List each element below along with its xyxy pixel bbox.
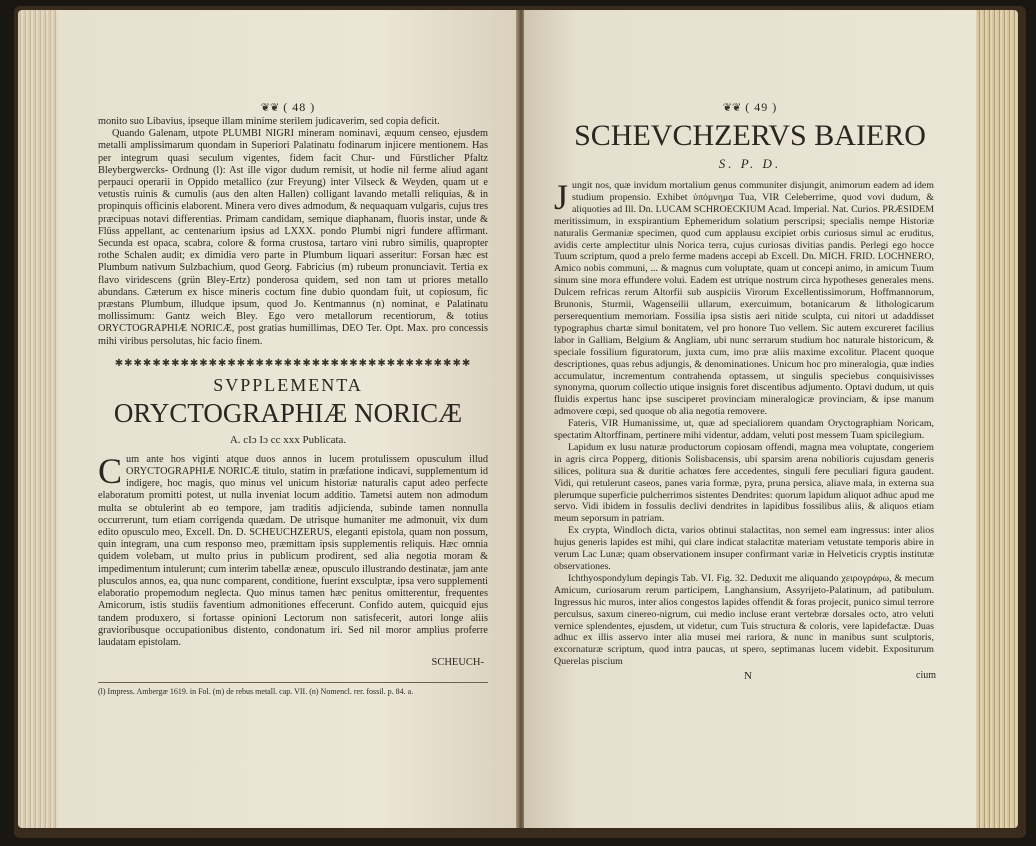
section-subtitle: A. cIɔ Iɔ cc xxx Publicata. bbox=[229, 433, 347, 446]
footnotes: (l) Impress. Ambergæ 1619. in Fol. (m) de rebus metall. cap. VII. (n) Nomencl. rer. fossil. p. 84. a. bbox=[98, 687, 414, 697]
right-page bbox=[524, 10, 976, 828]
catchword: cium bbox=[916, 670, 936, 682]
ornament-icon: ❦❦ bbox=[722, 102, 742, 114]
page-edges-right bbox=[972, 10, 1018, 828]
letter-title: SCHEVCHZERVS BAIERO bbox=[574, 119, 926, 152]
body-text bbox=[58, 450, 518, 649]
page-number: ( 49 ) bbox=[745, 100, 778, 114]
paragraph: Fateris, VIR Humanissime, ut, quæ ad specialiorem quandam Oryctographiam Noricam, spectatim Altorffinam, pertinere mihi videntur, addam, veluti post messem Tuam spicilegium. bbox=[554, 418, 934, 442]
page-number-header bbox=[58, 100, 518, 116]
paragraph: monito suo Libavius, ipseque illam minime sterilem judicaverim, sed copia deficit. bbox=[98, 116, 440, 127]
signature-mark: N bbox=[744, 670, 752, 683]
ornamental-rule: ✱✱✱✱✱✱✱✱✱✱✱✱✱✱✱✱✱✱✱✱✱✱✱✱✱✱✱✱✱✱✱✱✱✱✱✱✱✱ bbox=[114, 357, 472, 369]
paragraph: Lapidum ex lusu naturæ productorum copiosam offendi, magna mea voluptate, congeriem in agris circa Popperg, ditionis Solisbacensis, ubi sparsim arena nobilioris cujusdam generis silices, politura sua & duritie achatœs fere accedentes, singuli fere peculiari figura gaudent. Vidi, qui retulerunt caseos, panes varia formæ, pyra, pruna persica, aliave mala, in externa sua plerumque superficie pulcherrimos sistentes Dendrites: quorum lapidum aliquot adhuc apud me servo. Vidi ibidem in fossulis declivi dendrites in lapidibus fossilibus aliis, & aliquos etiam meum seporsum in patriam. bbox=[554, 441, 934, 525]
drop-cap: C bbox=[98, 450, 123, 491]
paragraph: um ante hos viginti atque duos annos in lucem protulissem opusculum illud ORYCTOGRAPHIÆ NORICÆ titulo, statim in præfatione indicavi, supplementum id indigere, hoc magis, quo minus vel unicum historiæ naturalis caput adeo perfecte elaboratum promitti potest, ut nulla inveniat locum additio. Tametsi autem non admodum multa se obtulerint ab eo tempore, jam traditis adjicienda, subinde tamen nonnulla occurrerunt, tum etiam corrigenda quædam. De utrisque humaniter me admonuit, vix dum edito opusculo meo, Excell. Dn. D. SCHEUCHZERUS, eleganti epistola, quam non possum, quin integram, una cum responso meo, præmittam ipsis supplementis reliquis. Hæc omnia quidem volebam, ut multo prius in publicum prodirent, sed alia negotia moram & impedimentum intulerunt; cum interim tabellæ æneæ, opusculo illustrando destinatæ, jam ante plusculos annos, ea, qua nunc comparent, conditione, fuerint exsculptæ, ipsa vero supplementi elaboratio propemodum neglecta. Quo minus tamen hæc penitus omitterentur, frequentes Amicorum, istis studiis faventium admonitiones effecerunt. Confido autem, quicquid ejus tandem produxero, si fortasse opinioni Lectorum non satisfecerit, autori longe aliis gravioribusque occupationibus distento, condonatum iri. Sed nil moror amplius proferre laudatam epistolam. bbox=[98, 453, 488, 648]
paragraph: Ichthyospondylum depingis Tab. VI. Fig. 32. Deduxit me aliquando χειρογράφω, & mecum Amicum, curiosarum rerum participem, Langhansium, Assyrijeto-Palatinum, ad patibulum. Ingressus hic muros, inter alios congestos lapides offendit & foras projecit, punico simul terrore perculsus, saxum cinereo-nigrum, cui medio incluse erant vertebræ dorsales octo, atro veluti vernice splendentes, ejusdem, ut videtur, cum Tuis structura & coloris, vere lapidefactæ. Duas adhuc ex illis asservo inter alia musei mei rariora, & nunc in manibus sunt sculptoris, excornaturæ scriptum, quod intra paucas, ut spero, septimanas lucem videbit. Expositurum Querelas piscium bbox=[554, 572, 934, 668]
body-text bbox=[524, 177, 976, 668]
paragraph: Ex crypta, Windloch dicta, varios obtinui stalactitas, non semel eam ingressus: inter alios hujus generis lapides est mihi, qui clare indicat stalactitæ materiam vetustate temporis abire in verum Lac Lunæ; quam observationem insuper confirmant variæ in Helveticis cryptis institutæ observationes. bbox=[554, 525, 934, 572]
page-number: ( 48 ) bbox=[283, 100, 316, 114]
paragraph: Quando Galenam, utpote PLUMBI NIGRI mineram nominavi, æquum censeo, ejusdem metalli amplissimarum quondam in Superiori Palatinatu fodinarum injicere mentionem. Has per integrum quasi seculum vigentes, fidem facit Chur- und Fürstlicher Pfaltz Bleybergwercks- Ordnung (l): Ast ille vigor dudum remisit, ut hodie nil ferme aliud agant perpauci operarii in Oppido metallico (zur Freyung) inter Vilseck & Weyden, quam ut e vetustis ruinis & cumulis (aus den alten Hallen) colligant lavando metalli reliquias, & in propinquis officinis elaborent. Minera vero dives admodum, & nequaquam vulgaris, cujus tres præcipuas notavi differentias. Primam candidam, semique diaphanam, fluoris instar, unde & Flüss appellant, ac centenarium ipsius ad LXXX. pondo Plumbi nigri fundere affirmant. Secunda est opaca, scabra, colore & forma crustosa, tartaro vini rubro similis, quapropter rothe Schalen audit; ex dimidia vero parte in Plumbum liquari asseritur: Forsan hæc est Plumbum nativum Sulzbachium, quod Georg. Fabricius (m) rubeum pronunciavit. Tertia ex flavo viridescens (grün Bley-Ertz) ponderosa quidem, sed non tam ut priores metallo abundans. Cæterum ex hisce mineris coctum fine dubio quondam fuit, ut copiosum, fic præstans Plumbum, illudque ipsum, quod Jo. Kentmannus (n) nominat, e Palatinatu mollissimum: Gantz weich Bley. Ego vero metallorum recentiorum, & totius ORYCTOGRAPHIÆ NORICÆ, post gratias humillimas, DEO Ter. Opt. Max. pro concessis mihi viribus persolutas, hic facio finem. bbox=[98, 128, 488, 347]
section-main-title: ORYCTOGRAPHIÆ NORICÆ bbox=[113, 397, 463, 428]
left-page bbox=[58, 10, 518, 828]
section-title: SVPPLEMENTA bbox=[213, 374, 363, 395]
paragraph: ungit nos, quæ invidum mortalium genus communiter disjungit, animorum eadem ad idem studium propensio. Exhibet ὑπόμνημα Tua, VIR Celeberrime, quod vovi dudum, & aliquoties ad Ill. Dn. LUCAM SCHROECKIUM Acad. Imperial. Nat. Curios. PRÆSIDEM meritissimum, in exspirantium Ephemeridum solatium perscripsi; specialis nempe Historiæ naturalis Germaniæ specimen, quod cum applausu excipiet orbis curiosus simul ac eruditus, avidis certe amplectitur ulnis Norica terra, cujus curiosas divitias pandis. Perlegi ego hocce Tuum scriptum, quod a prelo ferme madens accepi ab Excell. Dn. MICH. FRID. LOCHNERO, Amico nobis communi, ... & magnus cum voluptate, quam ut concepi animo, in amicum Tuum sinum sine mora effundere volui. Eadem est utrique nostrum circa hypotheses generales mens. Dulcem refricas rerum Altorfii sub auspiciis Virorum Excellentissimorum, Hoffmannorum, Brunonis, Sturmii, Wagenseilii ullarum, exercuimum, botanicarum & lithologicarum perserequentium memoriam. Fossilia ipsa sistis aeri nitide sculpta, cui nitori ut adaddisset typographus chartæ simul bonitatem, vel pro honore Tuo vellem. Sic autem excureret facilius labor in Galliam, Belgium & Angliam, ubi nunc serrarum studium hoc naturale historicum, & speciale fossilium figuratorum, juxta cum, imo præ aliis maxime excolitur. Placent quoque descriptiones, quas rebus adjungis, & denominationes. Unicum hoc pro mineralogia, quæ indies accumulatur, incrementum contrahenda optassem, ut singulis speciebus conquisivisses synonyma, quorum collectio utique insignis foret discentibus adjumento. Optavi dudum, ut quis fluidis expertus hanc ipse susciperet provinciam mineralogicæ provinciam, & ipse manum admovere cœpi, sed quoque ob alia negotia removere. bbox=[554, 180, 934, 418]
signature-line bbox=[524, 668, 976, 682]
body-text bbox=[58, 116, 518, 348]
ornament-icon: ❦❦ bbox=[260, 102, 280, 114]
catchword: SCHEUCH- bbox=[431, 657, 484, 669]
page-number-header bbox=[524, 100, 976, 116]
drop-cap: J bbox=[554, 177, 569, 217]
letter-salutation: S. P. D. bbox=[718, 156, 782, 171]
